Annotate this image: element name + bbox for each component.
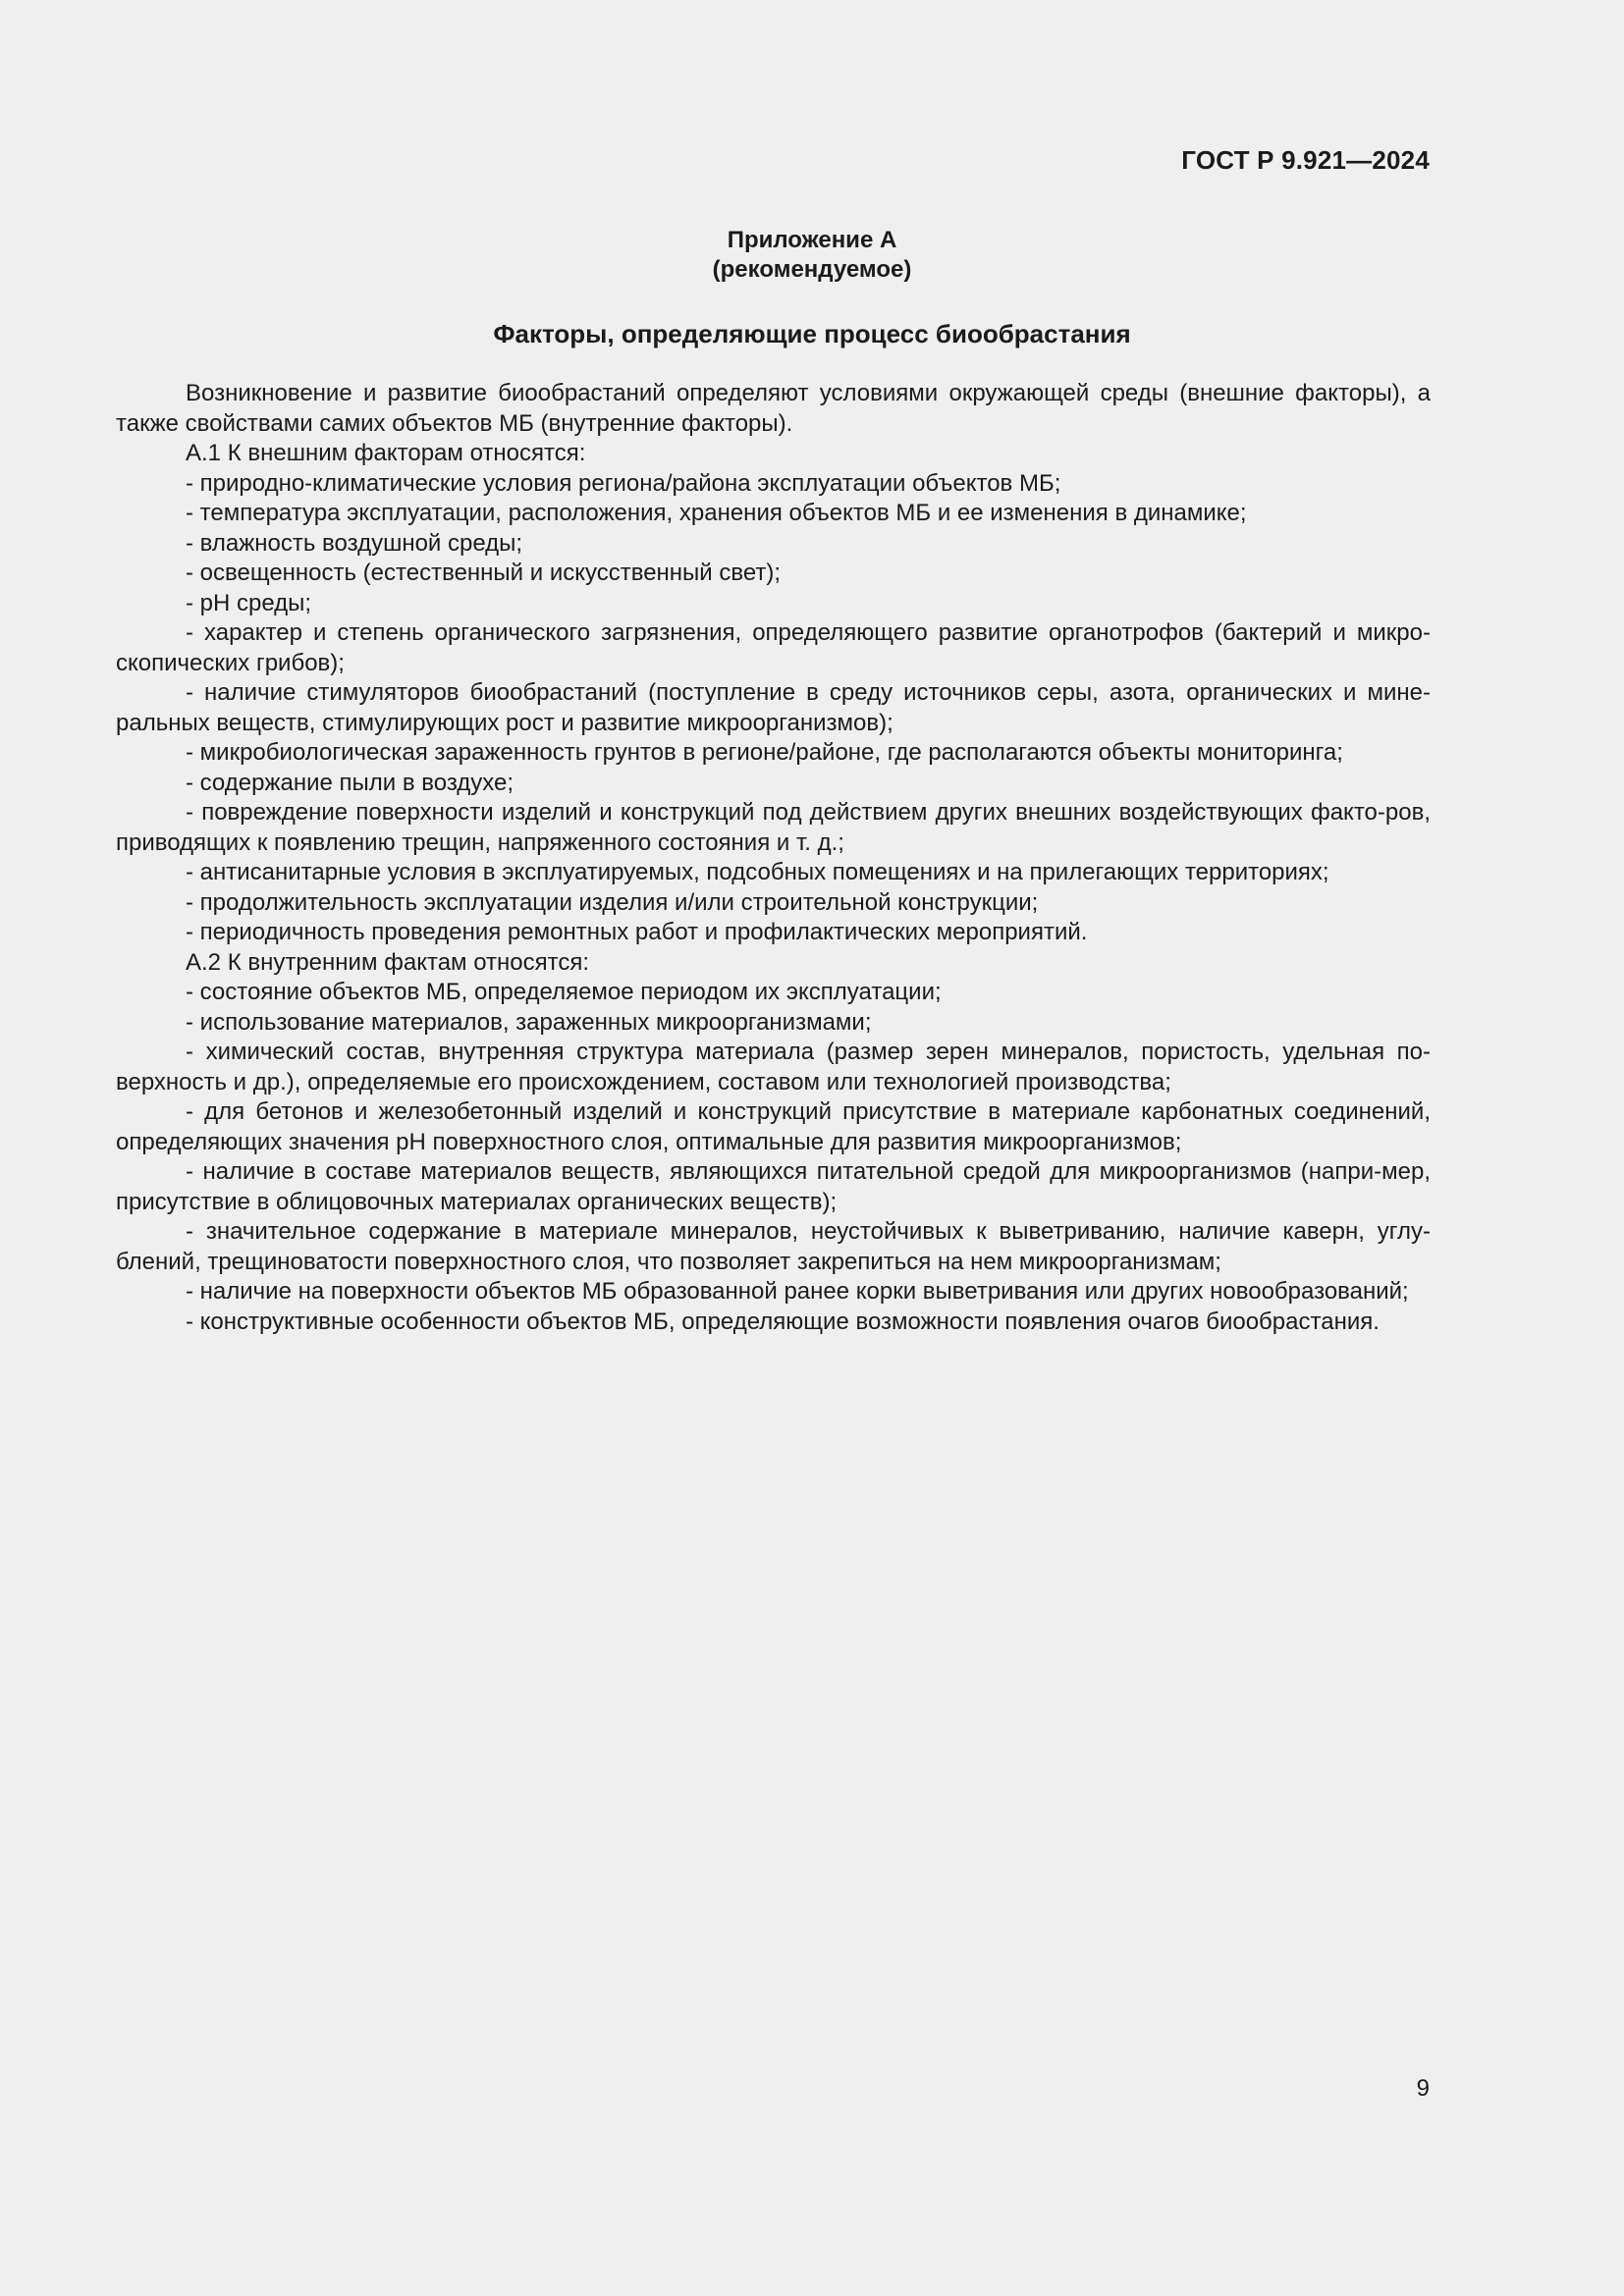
list-item: - химический состав, внутренняя структура материала (размер зерен минералов, пористость, удельная по-верхность и др.), определяемые его происхождением, составом или технологией производства; — [116, 1039, 1431, 1095]
list-item: - наличие в составе материалов веществ, являющихся питательной средой для микроорганизмов (напри-мер, присутствие в облицовочных материалах органических веществ); — [116, 1158, 1431, 1215]
standard-code: ГОСТ Р 9.921—2024 — [1181, 145, 1430, 175]
page-number: 9 — [1416, 2075, 1430, 2102]
list-item: - наличие стимуляторов биообрастаний (поступление в среду источников серы, азота, органических и мине-ральных веществ, стимулирующих рост и развитие микроорганизмов); — [116, 679, 1431, 736]
list-item: - продолжительность эксплуатации изделия и/или строительной конструкции; — [186, 888, 1039, 916]
section-title: Факторы, определяющие процесс биообрастания — [493, 319, 1131, 348]
list-item: - микробиологическая зараженность грунтов в регионе/районе, где располагаются объекты мониторинга; — [186, 739, 1343, 766]
body-text — [116, 379, 1431, 1337]
appendix-heading — [0, 226, 1624, 285]
list-item: - состояние объектов МБ, определяемое периодом их эксплуатации; — [186, 979, 942, 1005]
paragraph: А.1 К внешним факторам относятся: — [186, 440, 586, 466]
list-item: - значительное содержание в материале минералов, неустойчивых к выветриванию, наличие каверн, углу-блений, трещиноватости поверхностного слоя, что позволяет закрепиться на нем микроорганизмам; — [116, 1218, 1431, 1275]
list-item: - антисанитарные условия в эксплуатируемых, подсобных помещениях и на прилегающих территориях; — [186, 859, 1329, 885]
appendix-subtitle: (рекомендуемое) — [712, 256, 912, 283]
list-item: - использование материалов, зараженных микроорганизмами; — [186, 1008, 872, 1036]
list-item: - характер и степень органического загрязнения, определяющего развитие органотрофов (бактерий и микро-скопических грибов); — [116, 619, 1431, 676]
list-item: - pH среды; — [186, 589, 312, 616]
list-item: - природно-климатические условия региона/района эксплуатации объектов МБ; — [186, 469, 1061, 497]
list-item: - для бетонов и железобетонный изделий и конструкций присутствие в материале карбонатных соединений, определяющих значения pH поверхностного слоя, оптимальные для развития микроорганизмов; — [116, 1098, 1431, 1155]
list-item: - наличие на поверхности объектов МБ образованной ранее корки выветривания или других новообразований; — [186, 1278, 1409, 1305]
list-item: - влажность воздушной среды; — [186, 529, 523, 557]
list-item: - конструктивные особенности объектов МБ, определяющие возможности появления очагов биообрастания. — [186, 1308, 1380, 1335]
paragraph: Возникновение и развитие биообрастаний определяют условиями окружающей среды (внешние факторы), а также свойствами самих объектов МБ (внутренние факторы). — [116, 380, 1431, 437]
paragraph: А.2 К внутренним фактам относятся: — [186, 948, 590, 976]
list-item: - повреждение поверхности изделий и конструкций под действием других внешних воздействующих факто-ров, приводящих к появлению трещин, напряженного состояния и т. д.; — [116, 799, 1431, 856]
list-item: - температура эксплуатации, расположения, хранения объектов МБ и ее изменения в динамике; — [186, 500, 1247, 526]
appendix-title: Приложение А — [727, 227, 897, 253]
list-item: - освещенность (естественный и искусственный свет); — [186, 560, 782, 586]
list-item: - содержание пыли в воздухе; — [186, 769, 514, 796]
list-item: - периодичность проведения ремонтных работ и профилактических мероприятий. — [186, 919, 1088, 945]
